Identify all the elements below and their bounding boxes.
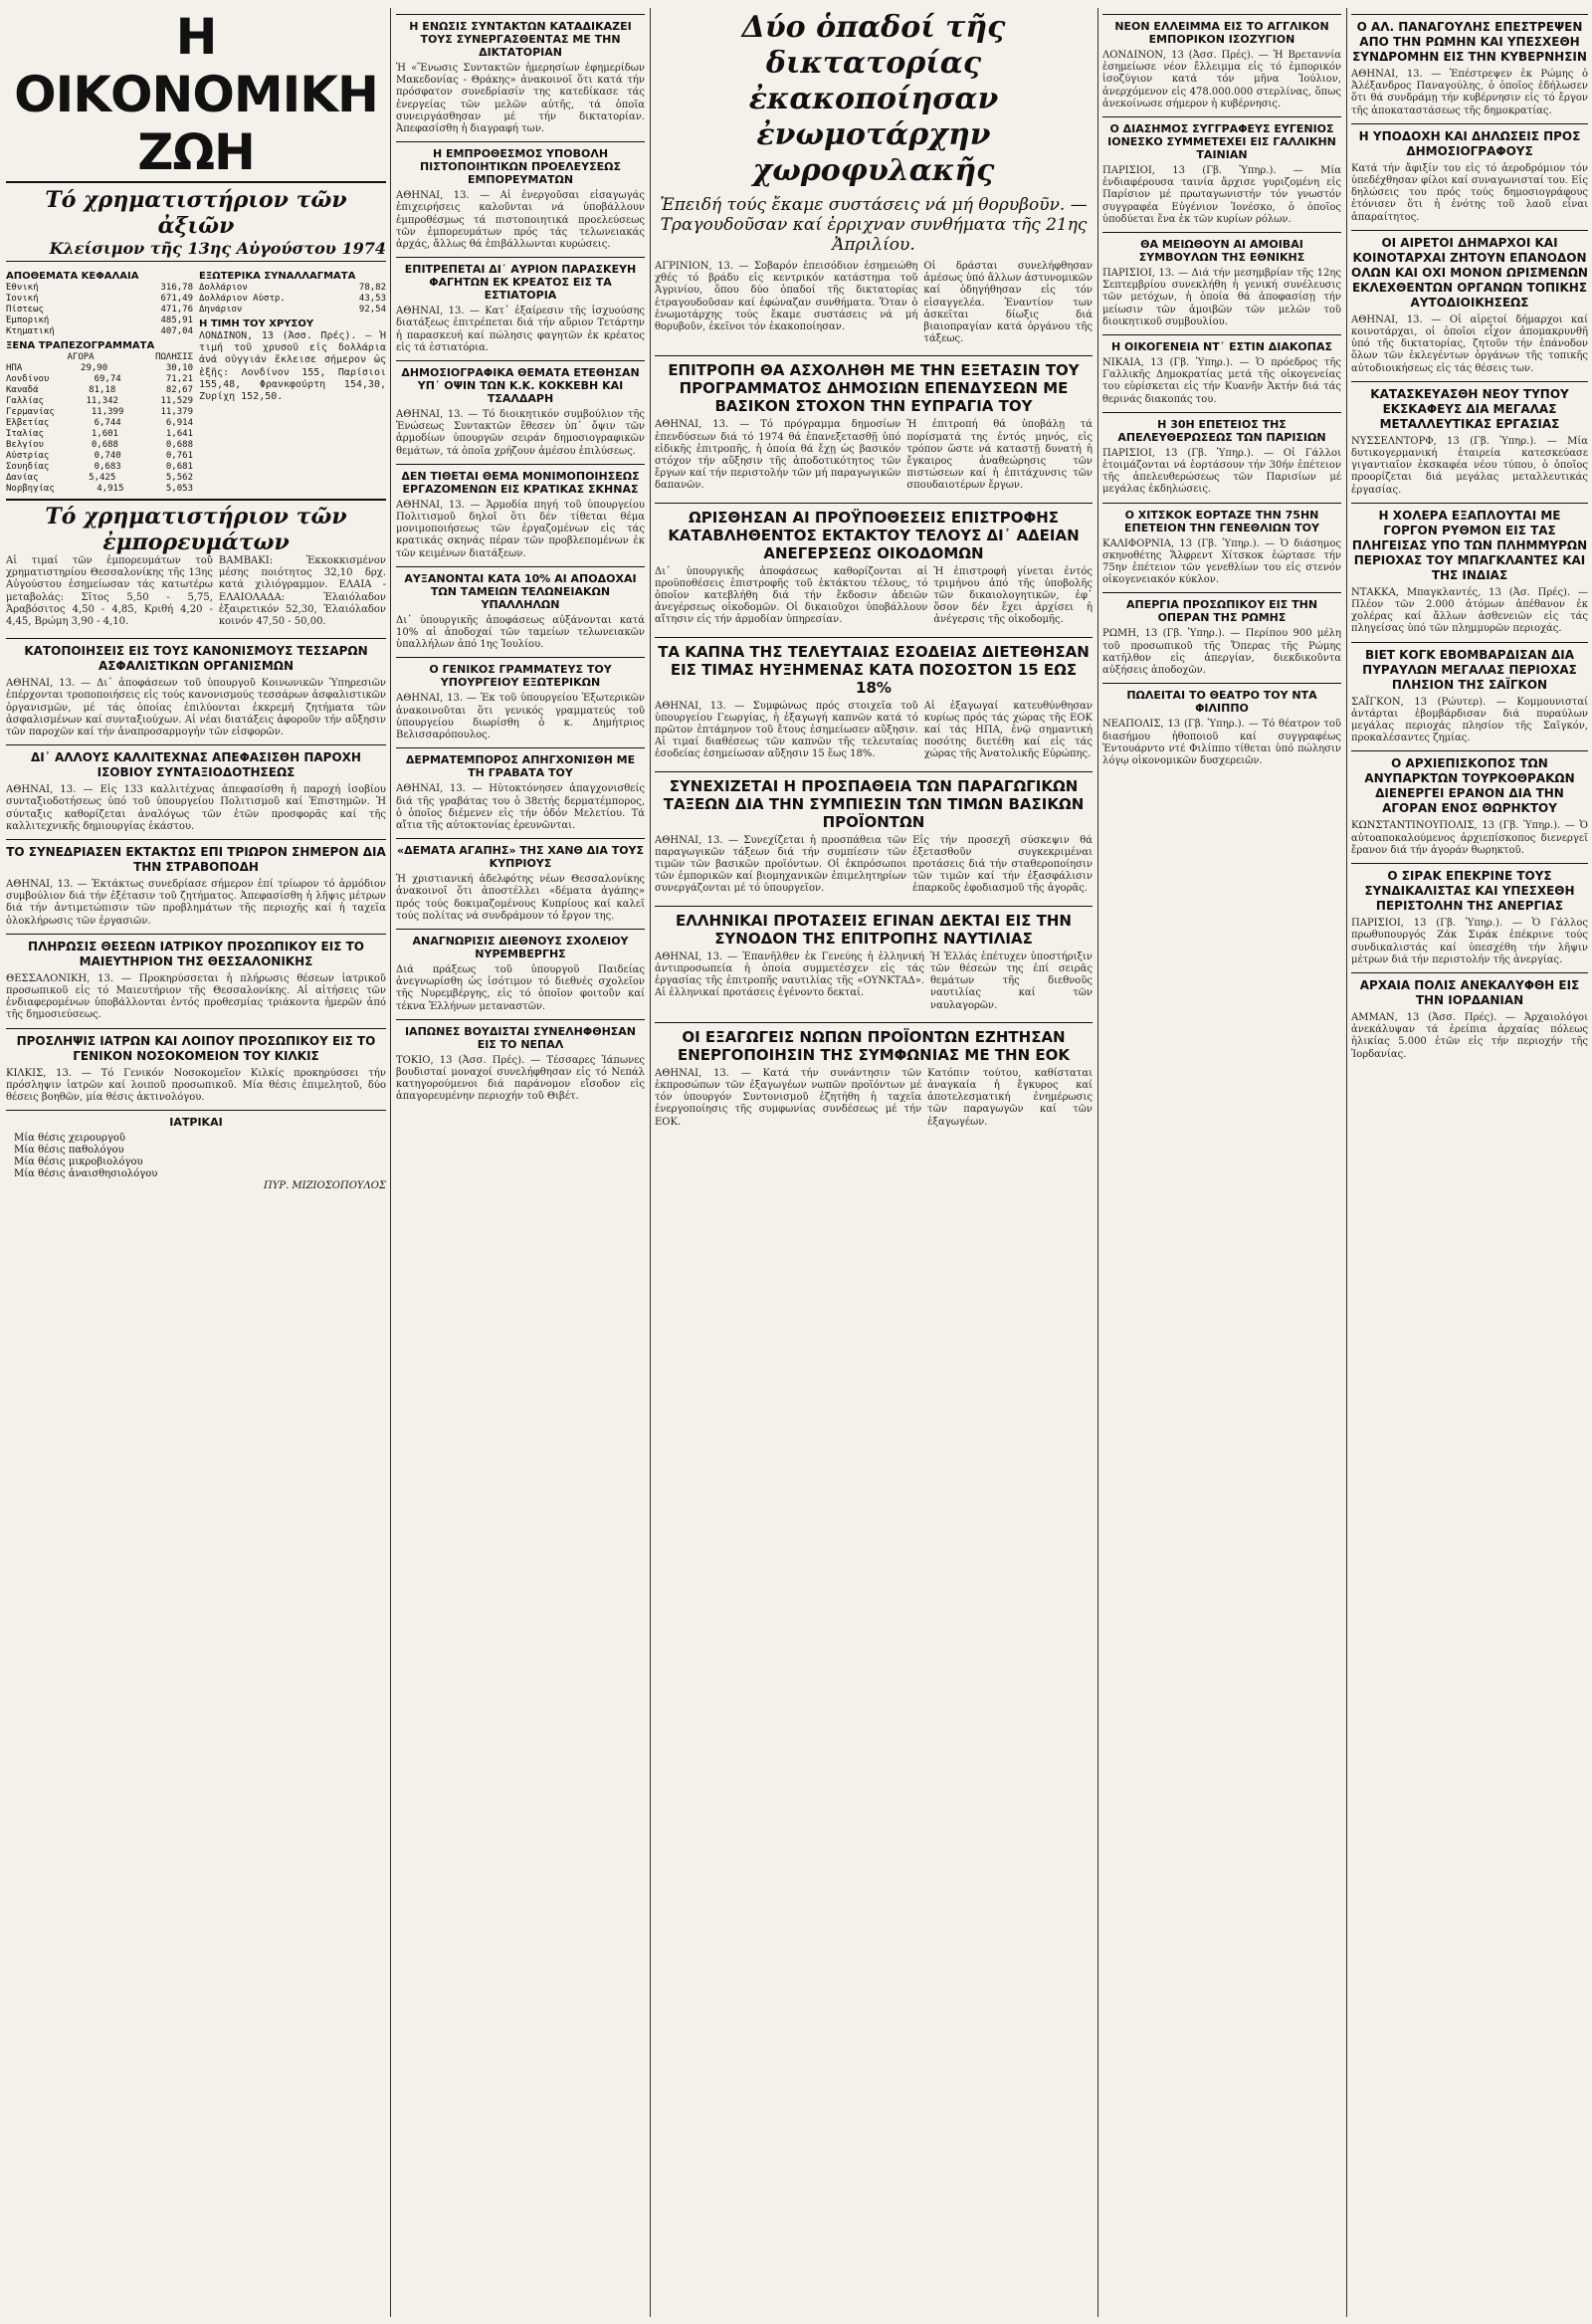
article-headline: ΣΥΝΕΧΙΖΕΤΑΙ Η ΠΡΟΣΠΑΘΕΙΑ ΤΩΝ ΠΑΡΑΓΩΓΙΚΩΝ ΤΑΞΕΩΝ ΔΙΑ ΤΗΝ ΣΥΜΠΙΕΣΙΝ ΤΩΝ ΤΙΜΩΝ ΒΑΣΙΚΩΝ ΠΡΟΪΟΝΤΩΝ bbox=[655, 771, 1093, 831]
column-rule bbox=[650, 8, 651, 2317]
table-row bbox=[6, 429, 193, 440]
article-headline: ΕΠΙΤΡΟΠΗ ΘΑ ΑΣΧΟΛΗΘΗ ΜΕ ΤΗΝ ΕΞΕΤΑΣΙΝ ΤΟΥ ΠΡΟΓΡΑΜΜΑΤΟΣ ΔΗΜΟΣΙΩΝ ΕΠΕΝΔΥΣΕΩΝ ΜΕ ΒΑΣΙΚΟΝ ΣΤΟΧΟΝ ΤΗΝ ΕΥΠΡΑΓΙΑ ΤΟΥ bbox=[655, 355, 1093, 415]
table-cell: Ἐθνική bbox=[6, 283, 39, 293]
article-columns bbox=[655, 1068, 1093, 1133]
article-headline: ΚΑΤΟΠΟΙΗΣΕΙΣ ΕΙΣ ΤΟΥΣ ΚΑΝΟΝΙΣΜΟΥΣ ΤΕΣΣΑΡΩΝ ΑΣΦΑΛΙΣΤΙΚΩΝ ΟΡΓΑΝΙΣΜΩΝ bbox=[6, 638, 386, 674]
table-cell: 0,740 bbox=[94, 451, 121, 461]
table-cell: Δανίας bbox=[6, 473, 39, 483]
article-headline: Ο ΑΛ. ΠΑΝΑΓΟΥΛΗΣ ΕΠΕΣΤΡΕΨΕΝ ΑΠΟ ΤΗΝ ΡΩΜΗΝ ΚΑΙ ΥΠΕΣΧΕΘΗ ΣΥΝΔΡΟΜΗΝ ΕΙΣ ΤΗΝ ΚΥΒΕΡΝΗΣΙΝ bbox=[1351, 14, 1588, 65]
article bbox=[396, 360, 645, 458]
table-cell: 69,74 bbox=[94, 374, 121, 384]
article bbox=[1351, 750, 1588, 857]
table-row bbox=[6, 283, 193, 294]
article bbox=[1351, 14, 1588, 117]
article bbox=[1351, 381, 1588, 497]
table-row bbox=[6, 484, 193, 495]
article bbox=[1102, 683, 1341, 767]
article bbox=[1351, 972, 1588, 1061]
article-body: ΑΘΗΝΑΙ, 13. — Συμφώνως πρός στοιχεῖα τοῦ ὑπουργείου Γεωργίας, ἡ ἐξαγωγή καπνῶν κατά τό πρῶτον ἑπτάμηνον τοῦ ἔτους ἐσημείωσεν αὔξησιν. Αἱ τιμαί διαθέσεως τῶν καπνῶν τῆς τελευταίας ἐσοδείας ἐσημείωσαν αὔξησιν 15 ἕως 18%. bbox=[655, 700, 918, 760]
table-row bbox=[6, 316, 193, 326]
table-cell: 0,688 bbox=[165, 440, 193, 450]
goods-text-a: Αἱ τιμαί τῶν ἐμπορευμάτων τοῦ χρηματιστηρίου Θεσσαλονίκης τῆς 13ης Αὐγούστου ἐσημείωσαν τάς κατωτέρω μεταβολάς: Σῖτος 5,50 - 5,75, Ἀραβόσιτος 4,50 - 4,85, Κριθή 4,20 - 4,45, Βρώμη 3,90 - 4,10. bbox=[6, 555, 213, 628]
article bbox=[1102, 334, 1341, 406]
table-cell: Πίστεως bbox=[6, 305, 44, 315]
article bbox=[6, 744, 386, 833]
article-body: Ἡ «Ἕνωσις Συντακτῶν ἡμερησίων ἐφημερίδων Μακεδονίας - Θράκης» ἀνακοινοῖ ὅτι κατά τήν πρόσφατον συνεδρίασίν της κατεδίκασε τάς ἐνεργείας τῶν μελῶν αὐτῆς, τά ὁποῖα συνειργάσθησαν μέ τήν δικτατορίαν. Ἀπεφασίσθη ἡ διαγραφή των. bbox=[396, 63, 645, 135]
table-cell: 78,82 bbox=[358, 283, 386, 293]
article-headline: Η ΕΜΠΡΟΘΕΣΜΟΣ ΥΠΟΒΟΛΗ ΠΙΣΤΟΠΟΙΗΤΙΚΩΝ ΠΡΟΕΛΕΥΣΕΩΣ ΕΜΠΟΡΕΥΜΑΤΩΝ bbox=[396, 141, 645, 186]
article bbox=[1102, 116, 1341, 226]
article-body: ΑΘΗΝΑΙ, 13. — Τό πρόγραμμα δημοσίων ἐπενδύσεων διά τό 1974 θά ἐπανεξετασθῇ ὑπό εἰδικῆς ἐπιτροπῆς, ἡ ὁποία θά ἔχῃ ὡς βασικόν στόχον τήν αὔξησιν τῆς ἀποδοτικότητος τῶν ἔργων καί τήν περιστολήν τῶν μή παραγωγικῶν δαπανῶν. bbox=[655, 419, 901, 492]
table-cell: Ἐμπορική bbox=[6, 316, 50, 325]
article-body: ΚΙΛΚΙΣ, 13. — Τό Γενικόν Νοσοκομεῖον Κιλκίς προκηρύσσει τήν πρόσληψιν ἰατρῶν καί λοιποῦ προσωπικοῦ. Μία θέσις ἐπιμελητοῦ, δύο θέσεις βοηθῶν, μία θέσις ἀκτινολόγου. bbox=[6, 1067, 386, 1104]
stocks-title: Τό χρηματιστήριον τῶν ἀξιῶν bbox=[45, 187, 347, 239]
article bbox=[396, 464, 645, 560]
table-section-title: ΞΕΝΑ ΤΡΑΠΕΖΟΓΡΑΜΜΑΤΑ bbox=[6, 340, 155, 351]
article-headline: Η ΧΟΛΕΡΑ ΕΞΑΠΛΟΥΤΑΙ ΜΕ ΓΟΡΓΟΝ ΡΥΘΜΟΝ ΕΙΣ ΤΑΣ ΠΛΗΓΕΙΣΑΣ ΥΠΟ ΤΩΝ ΠΛΗΜΜΥΡΩΝ ΠΕΡΙΟΧΑΣ ΤΟΥ ΜΠΑΓΚΛΑΝΤΕΣ ΚΑΙ ΤΗΣ ΙΝΔΙΑΣ bbox=[1351, 503, 1588, 583]
article bbox=[1102, 232, 1341, 328]
table-cell: 43,53 bbox=[358, 294, 386, 304]
article bbox=[396, 257, 645, 354]
article-headline: Ο ΑΡΧΙΕΠΙΣΚΟΠΟΣ ΤΩΝ ΑΝΥΠΑΡΚΤΩΝ ΤΟΥΡΚΟΘΡΑΚΩΝ ΔΙΕΝΕΡΓΕΙ ΕΡΑΝΟΝ ΔΙΑ ΤΗΝ ΑΓΟΡΑΝ ΕΝΟΣ ΘΩΡΗΚΤΟΥ bbox=[1351, 750, 1588, 816]
article-body: ΣΑΪΓΚΟΝ, 13 (Ρώυτερ). — Κομμουνισταί ἀντάρται ἐβομβάρδισαν διά πυραύλων μεγάλας περιοχάς πλησίον τῆς Σαϊγκόν, προκαλέσαντες ζημίας. bbox=[1351, 696, 1588, 744]
article-body: Εἰς τήν προσεχῆ σύσκεψιν θά ἐξετασθοῦν συγκεκριμέναι προτάσεις διά τήν σταθεροποίησιν τῶν τιμῶν καί τήν ἐξασφάλισιν ἐπαρκοῦς ἐφοδιασμοῦ τῆς ἀγορᾶς. bbox=[912, 834, 1093, 895]
list-item: Μία θέσις ἀναισθησιολόγου bbox=[14, 1168, 158, 1180]
table-cell: Γαλλίας bbox=[6, 396, 44, 406]
article-headline: ΔΙ᾿ ΑΛΛΟΥΣ ΚΑΛΛΙΤΕΧΝΑΣ ΑΠΕΦΑΣΙΣΘΗ ΠΑΡΟΧΗ ΙΣΟΒΙΟΥ ΣΥΝΤΑΞΙΟΔΟΤΗΣΕΩΣ bbox=[6, 744, 386, 780]
table-cell: 0,681 bbox=[165, 462, 193, 472]
table-cell: 471,76 bbox=[160, 305, 193, 315]
article-columns bbox=[655, 835, 1093, 900]
article-body: ΑΘΗΝΑΙ, 13. — Αἱ ἐνεργοῦσαι εἰσαγωγάς ἐπιχειρήσεις καλοῦνται νά ὑποβάλλουν ἐμπροθέσμως τά πιστοποιητικά προελεύσεως τῶν ἐμπορευμάτων πρός τάς τελωνειακάς ἀρχάς, ἄλλως θά ἐπιβάλλωνται κυρώσεις. bbox=[396, 190, 645, 251]
article-body: ΑΘΗΝΑΙ, 13. — Συνεχίζεται ἡ προσπάθεια τῶν παραγωγικῶν τάξεων διά τήν συμπίεσιν τῶν τιμῶν τῶν βασικῶν προϊόντων. Οἱ ἐκπρόσωποι τῶν ἐμπορικῶν καί βιομηχανικῶν ἐπιμελητηρίων συνεργάζονται μέ τό ὑπουργεῖον. bbox=[655, 834, 907, 895]
article-headline: ΑΡΧΑΙΑ ΠΟΛΙΣ ΑΝΕΚΑΛΥΦΘΗ ΕΙΣ ΤΗΝ ΙΟΡΔΑΝΙΑΝ bbox=[1351, 972, 1588, 1008]
article-body: Κατόπιν τούτου, καθίσταται ἀναγκαία ἡ ἔγκυρος καί ἀποτελεσματική ἐνημέρωσις τῶν παραγωγῶν καί τῶν ἐξαγωγέων. bbox=[927, 1067, 1093, 1128]
article-body: Ἡ Ἑλλάς ἐπέτυχεν ὑποστήριξιν τῶν θέσεών της ἐπί σειρᾶς θεμάτων τῆς διεθνοῦς ναυτιλίας καί τῶν ναυλαγορῶν. bbox=[930, 951, 1093, 1011]
article bbox=[655, 1022, 1093, 1133]
article bbox=[655, 503, 1093, 631]
article-body: ΠΑΡΙΣΙΟΙ, 13 (Γβ. Ὑπηρ.). — Ὁ Γάλλος πρωθυπουργός Ζάκ Σιράκ ἐπέκρινε τούς συνδικαλιστάς καί ὑπεσχέθη τήν λῆψιν μέτρων διά τήν περιστολήν τῆς ἀνεργίας. bbox=[1351, 918, 1588, 965]
table-cell: Λονδίνου bbox=[6, 374, 50, 384]
column-2 bbox=[396, 8, 645, 2317]
article bbox=[1351, 503, 1588, 636]
article bbox=[396, 747, 645, 832]
article bbox=[1102, 503, 1341, 587]
article-headline: ΩΡΙΣΘΗΣΑΝ ΑΙ ΠΡΟΫΠΟΘΕΣΕΙΣ ΕΠΙΣΤΡΟΦΗΣ ΚΑΤΑΒΛΗΘΕΝΤΟΣ ΕΚΤΑΚΤΟΥ ΤΕΛΟΥΣ ΔΙ᾿ ΑΔΕΙΑΝ ΑΝΕΓΕΡΣΕΩΣ ΟΙΚΟΔΟΜΩΝ bbox=[655, 503, 1093, 562]
article-body: ΚΩΝΣΤΑΝΤΙΝΟΥΠΟΛΙΣ, 13 (Γβ. Ὑπηρ.). — Ὁ αὐτοαποκαλούμενος ἀρχιεπίσκοπος διενεργεῖ ἔρανον διά τήν ἀγοράν θωρηκτοῦ. bbox=[1351, 820, 1588, 856]
article bbox=[396, 141, 645, 251]
article-headline: ΤΑ ΚΑΠΝΑ ΤΗΣ ΤΕΛΕΥΤΑΙΑΣ ΕΣΟΔΕΙΑΣ ΔΙΕΤΕΘΗΣΑΝ ΕΙΣ ΤΙΜΑΣ ΗΥΞΗΜΕΝΑΣ ΚΑΤΑ ΠΟΣΟΣΤΟΝ 15 ΕΩΣ 18% bbox=[655, 637, 1093, 697]
table-cell: 11,342 bbox=[86, 396, 118, 406]
table-cell: 485,91 bbox=[160, 316, 193, 325]
article-body: Δι᾿ ὑπουργικῆς ἀποφάσεως καθορίζονται αἱ προϋποθέσεις ἐπιστροφῆς τοῦ ἐκτάκτου τέλους, τό ὁποῖον κατεβλήθη διά τήν ἔκδοσιν ἀδειῶν ἀνεγέρσεως οἰκοδομῶν. Οἱ δικαιοῦχοι ὑποβάλλουν αἴτησιν εἰς τήν ἁρμοδίαν ὑπηρεσίαν. bbox=[655, 565, 928, 626]
column-3 bbox=[655, 8, 1093, 2317]
table-row bbox=[6, 385, 193, 396]
article-columns bbox=[655, 419, 1093, 496]
table-row bbox=[6, 305, 193, 316]
table-section-title: ΑΠΟΘΕΜΑΤΑ ΚΕΦΑΛΑΙΑ bbox=[6, 271, 139, 282]
goods-section bbox=[6, 555, 386, 632]
column-5 bbox=[1351, 8, 1588, 2317]
masthead: Η ΟΙΚΟΝΟΜΙΚΗ ΖΩΗ bbox=[6, 8, 386, 183]
table-cell: 29,90 bbox=[81, 363, 108, 373]
article-headline: ΝΕΟΝ ΕΛΛΕΙΜΜΑ ΕΙΣ ΤΟ ΑΓΓΛΙΚΟΝ ΕΜΠΟΡΙΚΟΝ ΙΣΟΖΥΓΙΟΝ bbox=[1102, 14, 1341, 46]
article bbox=[1351, 642, 1588, 745]
table-row bbox=[6, 418, 193, 429]
table-header: ΑΓΟΡΑ ΠΩΛΗΣΙΣ bbox=[67, 352, 193, 362]
table-cell: 4,915 bbox=[97, 484, 124, 494]
article-headline: ΠΛΗΡΩΣΙΣ ΘΕΣΕΩΝ ΙΑΤΡΙΚΟΥ ΠΡΟΣΩΠΙΚΟΥ ΕΙΣ ΤΟ ΜΑΙΕΥΤΗΡΙΟΝ ΤΗΣ ΘΕΣΣΑΛΟΝΙΚΗΣ bbox=[6, 934, 386, 969]
article-body: ΠΑΡΙΣΙΟΙ, 13 (Γβ. Ὑπηρ.). — Μία ἐνδιαφέρουσα ταινία ἄρχισε γυριζομένη εἰς Παρίσιον μέ πρωταγωνιστήν τόν γνωστόν συγγραφέα Εὐγένιον Ἰονέσκο, ὁ ὁποῖος ὑποδύεται ἕνα ἐκ τῶν κυρίων ρόλων. bbox=[1102, 165, 1341, 225]
table-cell: 1,601 bbox=[91, 429, 118, 439]
table-row bbox=[6, 374, 193, 385]
article-body: ΝΙΚΑΙΑ, 13 (Γβ. Ὑπηρ.). — Ὁ πρόεδρος τῆς Γαλλικῆς Δημοκρατίας μετά τῆς οἰκογενείας του εὑρίσκεται εἰς τήν Κυανῆν Ἀκτήν διά τάς θερινάς διακοπάς του. bbox=[1102, 357, 1341, 405]
article-headline: ΑΥΞΑΝΟΝΤΑΙ ΚΑΤΑ 10% ΑΙ ΑΠΟΔΟΧΑΙ ΤΩΝ ΤΑΜΕΙΩΝ ΤΕΛΩΝΕΙΑΚΩΝ ΥΠΑΛΛΗΛΩΝ bbox=[396, 566, 645, 611]
goods-text-b: ΒΑΜΒΑΚΙ: Ἐκκοκκισμένον μέσης ποιότητος 32,10 δρχ. κατά χιλιόγραμμον. ΕΛΑΙΑ - ΕΛΑΙΟΛΑΔΑ: Ἐλαιόλαδον ἐξαιρετικόν 52,30, Ἐλαιόλαδον κοινόν 47,50 - 50,00. bbox=[218, 555, 386, 628]
goods-title: Τό χρηματιστήριον τῶν ἐμπορευμάτων bbox=[6, 499, 386, 555]
table-row bbox=[6, 396, 193, 407]
table-cell: 92,54 bbox=[358, 305, 386, 315]
list-item: Μία θέσις παθολόγου bbox=[14, 1145, 124, 1157]
article bbox=[396, 657, 645, 741]
article-body: Ἡ χριστιανική ἀδελφότης νέων Θεσσαλονίκης ἀνακοινοῖ ὅτι ἀποστέλλει «δέματα ἀγάπης» πρός τούς δοκιμαζομένους Κυπρίους καί καλεῖ τούς πολίτας νά συνδράμουν τό ἔργον της. bbox=[396, 874, 645, 922]
article bbox=[655, 355, 1093, 496]
article-columns bbox=[655, 951, 1093, 1016]
article bbox=[396, 566, 645, 652]
stocks-date: Κλείσιμον τῆς 13ης Αὐγούστου 1974 bbox=[6, 239, 386, 262]
table-row bbox=[6, 451, 193, 462]
table-cell: 671,49 bbox=[160, 294, 193, 304]
table-cell: Βελγίου bbox=[6, 440, 44, 450]
stocks-right-table bbox=[199, 268, 386, 495]
article-headline: ΠΩΛΕΙΤΑΙ ΤΟ ΘΕΑΤΡΟ ΤΟΥ ΝΤΑ ΦΙΛΙΠΠΟ bbox=[1102, 683, 1341, 715]
article-headline: ΔΕΡΜΑΤΕΜΠΟΡΟΣ ΑΠΗΓΧΟΝΙΣΘΗ ΜΕ ΤΗ ΓΡΑΒΑΤΑ ΤΟΥ bbox=[396, 747, 645, 779]
article-headline: Ο ΧΙΤΣΚΟΚ ΕΟΡΤΑΖΕ ΤΗΝ 75ΗΝ ΕΠΕΤΕΙΟΝ ΤΗΝ ΓΕΝΕΘΛΙΩΝ ΤΟΥ bbox=[1102, 503, 1341, 534]
article-body: Αἱ ἐξαγωγαί κατευθύνθησαν κυρίως πρός τάς χώρας τῆς ΕΟΚ καί τάς ΗΠΑ, ἐνῷ σημαντική ποσότης διετέθη καί εἰς τάς χώρας τῆς Ἀνατολικῆς Εὐρώπης. bbox=[923, 700, 1093, 760]
positions-list bbox=[6, 1133, 386, 1180]
article-body: ΝΕΑΠΟΛΙΣ, 13 (Γβ. Ὑπηρ.). — Τό θέατρον τοῦ διασήμου ἠθοποιοῦ καί συγγραφέως Ἐντουάρντο ντέ Φιλίππο τίθεται ὑπό πώλησιν λόγῳ οἰκονομικῶν δυσχερειῶν. bbox=[1102, 719, 1341, 766]
article-body: ΝΥΣΣΕΛΝΤΟΡΦ, 13 (Γβ. Ὑπηρ.). — Μία δυτικογερμανική ἑταιρεία κατεσκεύασε γιγαντιαῖον ἐκσκαφέα νέου τύπου, ὁ ὁποῖος προορίζεται διά μεγάλας μεταλλευτικάς ἐργασίας. bbox=[1351, 435, 1588, 496]
article-headline: ΒΙΕΤ ΚΟΓΚ ΕΒΟΜΒΑΡΔΙΣΑΝ ΔΙΑ ΠΥΡΑΥΛΩΝ ΜΕΓΑΛΑΣ ΠΕΡΙΟΧΑΣ ΠΛΗΣΙΟΝ ΤΗΣ ΣΑΪΓΚΟΝ bbox=[1351, 642, 1588, 693]
table-cell: ΗΠΑ bbox=[6, 363, 23, 373]
table-cell: Ἑλβετίας bbox=[6, 418, 50, 428]
table-row bbox=[6, 294, 193, 305]
table-cell: Δηνάριον bbox=[199, 305, 243, 315]
article bbox=[1102, 592, 1341, 677]
table-cell: Δολλάριον bbox=[199, 283, 248, 293]
article-headline: ΚΑΤΑΣΚΕΥΑΣΘΗ ΝΕΟΥ ΤΥΠΟΥ ΕΚΣΚΑΦΕΥΣ ΔΙΑ ΜΕΓΑΛΑΣ ΜΕΤΑΛΛΕΥΤΙΚΑΣ ΕΡΓΑΣΙΑΣ bbox=[1351, 381, 1588, 432]
table-cell: Γερμανίας bbox=[6, 407, 55, 417]
table-cell: 71,21 bbox=[165, 374, 193, 384]
article bbox=[1351, 230, 1588, 375]
column-rule bbox=[1097, 8, 1098, 2317]
stocks-tables bbox=[6, 268, 386, 499]
article bbox=[1351, 123, 1588, 224]
table-row bbox=[6, 462, 193, 473]
article-headline: «ΔΕΜΑΤΑ ΑΓΑΠΗΣ» ΤΗΣ ΧΑΝΘ ΔΙΑ ΤΟΥΣ ΚΥΠΡΙΟΥΣ bbox=[396, 838, 645, 870]
table-row bbox=[6, 473, 193, 484]
article-headline: ΟΙ ΑΙΡΕΤΟΙ ΔΗΜΑΡΧΟΙ ΚΑΙ ΚΟΙΝΟΤΑΡΧΑΙ ΖΗΤΟΥΝ ΕΠΑΝΟΔΟΝ ΟΛΩΝ ΚΑΙ ΟΧΙ ΜΟΝΟΝ ΩΡΙΣΜΕΝΩΝ ΕΚΛΕΧΘΕΝΤΩΝ ΟΡΓΑΝΩΝ ΤΟΠΙΚΗΣ ΑΥΤΟΔΙΟΙΚΗΣΕΩΣ bbox=[1351, 230, 1588, 311]
list-title: ΙΑΤΡΙΚΑΙ bbox=[6, 1110, 386, 1129]
article-body: ΑΘΗΝΑΙ, 13. — Ἐπανῆλθεν ἐκ Γενεύης ἡ ἑλληνική ἀντιπροσωπεία ἡ ὁποία συμμετέσχεν εἰς τάς ἐργασίας τῆς ἐπιτροπῆς ναυτιλίας τῆς «ΟΥΝΚΤΑΔ». Αἱ ἑλληνικαί προτάσεις ἐγένοντο δεκταί. bbox=[655, 951, 924, 999]
article-body: ΑΘΗΝΑΙ, 13. — Οἱ αἱρετοί δήμαρχοι καί κοινοτάρχαι, οἱ ὁποῖοι εἶχον ἀπομακρυνθῆ ὑπό τῆς δικτατορίας, ζητοῦν τήν ἐπάνοδον ὅλων τῶν ἐκλεγέντων ὀργάνων τῆς τοπικῆς αὐτοδιοικήσεως εἰς τάς θέσεις των. bbox=[1351, 314, 1588, 374]
stocks-left-table bbox=[6, 268, 193, 495]
article bbox=[6, 934, 386, 1022]
column-4 bbox=[1102, 8, 1341, 2317]
article-headline: ΟΙ ΕΞΑΓΩΓΕΙΣ ΝΩΠΩΝ ΠΡΟΪΟΝΤΩΝ ΕΖΗΤΗΣΑΝ ΕΝΕΡΓΟΠΟΙΗΣΙΝ ΤΗΣ ΣΥΜΦΩΝΙΑΣ ΜΕ ΤΗΝ ΕΟΚ bbox=[655, 1022, 1093, 1064]
table-cell: 6,914 bbox=[165, 418, 193, 428]
table-cell: 81,18 bbox=[89, 385, 116, 395]
table-cell: 0,761 bbox=[165, 451, 193, 461]
table-cell: 6,744 bbox=[94, 418, 121, 428]
article-headline: ΕΛΛΗΝΙΚΑΙ ΠΡΟΤΑΣΕΙΣ ΕΓΙΝΑΝ ΔΕΚΤΑΙ ΕΙΣ ΤΗΝ ΣΥΝΟΔΟΝ ΤΗΣ ΕΠΙΤΡΟΠΗΣ ΝΑΥΤΙΛΙΑΣ bbox=[655, 906, 1093, 948]
article-headline: ΘΑ ΜΕΙΩΘΟΥΝ ΑΙ ΑΜΟΙΒΑΙ ΣΥΜΒΟΥΛΩΝ ΤΗΣ ΕΘΝΙΚΗΣ bbox=[1102, 232, 1341, 264]
table-cell: 82,67 bbox=[165, 385, 193, 395]
article-body: Κατά τήν ἄφιξίν του εἰς τό ἀεροδρόμιον τόν ὑπεδέχθησαν φίλοι καί συναγωνισταί του. Εἰς δηλώσεις του πρός τούς δημοσιογράφους ἐτόνισεν ὅτι ἡ ἐνότης τοῦ λαοῦ εἶναι ἀπαραίτητος. bbox=[1351, 162, 1588, 223]
article bbox=[6, 1028, 386, 1105]
article bbox=[655, 906, 1093, 1016]
article-body: ΑΘΗΝΑΙ, 13. — Κατά τήν συνάντησιν τῶν ἐκπροσώπων τῶν ἐξαγωγέων νωπῶν προϊόντων μέ τόν ὑπουργόν Συντονισμοῦ ἐζητήθη ἡ ταχεῖα ἐνεργοποίησις τῆς συμφωνίας συνδέσεως μέ τήν ΕΟΚ. bbox=[655, 1067, 922, 1128]
feature-text-b: Οἱ δράσται συνελήφθησαν ἀμέσως ὑπό ἄλλων ἀστυνομικῶν καί ὁδηγήθησαν εἰς τόν εἰσαγγελέα. Ἐναντίον των ἀσκεῖται δίωξις διά βιαιοπραγίαν κατά ὀργάνου τῆς τάξεως. bbox=[923, 261, 1093, 345]
article bbox=[1351, 863, 1588, 966]
table-cell: 11,399 bbox=[91, 407, 124, 417]
article bbox=[396, 838, 645, 923]
signature: ΠΥΡ. ΜΙΖΙΟΣΟΠΟΥΛΟΣ bbox=[264, 1180, 386, 1192]
article-headline: ΑΠΕΡΓΙΑ ΠΡΟΣΩΠΙΚΟΥ ΕΙΣ ΤΗΝ ΟΠΕΡΑΝ ΤΗΣ ΡΩΜΗΣ bbox=[1102, 592, 1341, 624]
article-headline: Ο ΔΙΑΣΗΜΟΣ ΣΥΓΓΡΑΦΕΥΣ ΕΥΓΕΝΙΟΣ ΙΟΝΕΣΚΟ ΣΥΜΜΕΤΕΧΕΙ ΕΙΣ ΓΑΛΛΙΚΗΝ ΤΑΙΝΙΑΝ bbox=[1102, 116, 1341, 161]
table-cell: Ἰταλίας bbox=[6, 429, 44, 439]
article bbox=[6, 839, 386, 928]
table-cell: Ἰονική bbox=[6, 294, 39, 304]
article-body: Διά πράξεως τοῦ ὑπουργοῦ Παιδείας ἀνεγνωρίσθη ὡς ἰσότιμον τό διεθνές σχολεῖον τῆς Νυρεμβέργης, εἰς τό ὁποῖον φοιτοῦν καί τέκνα Ἑλλήνων μεταναστῶν. bbox=[396, 963, 645, 1012]
table-cell: Δολλάριον Αὐστρ. bbox=[199, 294, 286, 304]
article-headline: Ο ΓΕΝΙΚΟΣ ΓΡΑΜΜΑΤΕΥΣ ΤΟΥ ΥΠΟΥΡΓΕΙΟΥ ΕΞΩΤΕΡΙΚΩΝ bbox=[396, 657, 645, 689]
article-body: ΑΘΗΝΑΙ, 13. — Κατ᾿ ἐξαίρεσιν τῆς ἰσχυούσης διατάξεως ἐπιτρέπεται διά τήν αὔριον Τετάρτην ἡ παρασκευή καί πώλησις φαγητῶν ἐκ κρέατος εἰς τά ἑστιατόρια. bbox=[396, 306, 645, 353]
article-headline: Η ΕΝΩΣΙΣ ΣΥΝΤΑΚΤΩΝ ΚΑΤΑΔΙΚΑΖΕΙ ΤΟΥΣ ΣΥΝΕΡΓΑΣΘΕΝΤΑΣ ΜΕ ΤΗΝ ΔΙΚΤΑΤΟΡΙΑΝ bbox=[396, 14, 645, 59]
table-row bbox=[199, 305, 386, 316]
table-cell: 316,78 bbox=[160, 283, 193, 293]
column-rule bbox=[390, 8, 391, 2317]
article-body: ΑΘΗΝΑΙ, 13. — Ἐκ τοῦ ὑπουργείου Ἐξωτερικῶν ἀνακοινοῦται ὅτι γενικός γραμματεύς τοῦ ὑπουργείου διωρίσθη ὁ κ. Δημήτριος Βελισσαρόπουλος. bbox=[396, 693, 645, 741]
table-cell: 0,683 bbox=[94, 462, 121, 472]
article-body: ΠΑΡΙΣΙΟΙ, 13 (Γβ. Ὑπηρ.). — Οἱ Γάλλοι ἑτοιμάζονται νά ἑορτάσουν τήν 30ήν ἐπέτειον τῆς ἀπελευθερώσεως τῶν Παρισίων μέ μεγάλας ἐκδηλώσεις. bbox=[1102, 447, 1341, 496]
table-cell: 0,688 bbox=[91, 440, 118, 450]
article-columns bbox=[655, 566, 1093, 631]
column-rule bbox=[1346, 8, 1347, 2317]
article bbox=[1102, 412, 1341, 497]
article-body: ΑΘΗΝΑΙ, 13. — Ἐπέστρεψεν ἐκ Ρώμης ὁ Ἀλέξανδρος Παναγούλης, ὁ ὁποῖος ἐδήλωσεν ὅτι θά συνδράμῃ τήν κυβέρνησιν εἰς τό ἔργον τῆς ἀποκαταστάσεως τῆς δημοκρατίας. bbox=[1351, 69, 1588, 116]
article-headline: Ο ΣΙΡΑΚ ΕΠΕΚΡΙΝΕ ΤΟΥΣ ΣΥΝΔΙΚΑΛΙΣΤΑΣ ΚΑΙ ΥΠΕΣΧΕΘΗ ΠΕΡΙΣΤΟΛΗΝ ΤΗΣ ΑΝΕΡΓΙΑΣ bbox=[1351, 863, 1588, 914]
table-cell: 30,10 bbox=[165, 363, 193, 373]
article bbox=[1102, 14, 1341, 110]
gold-title: Η ΤΙΜΗ ΤΟΥ ΧΡΥΣΟΥ bbox=[199, 318, 314, 329]
table-cell: Σουηδίας bbox=[6, 462, 50, 472]
table-cell: 1,641 bbox=[165, 429, 193, 439]
article bbox=[6, 638, 386, 739]
table-cell: 407,04 bbox=[160, 326, 193, 336]
article-headline: Η 30Η ΕΠΕΤΕΙΟΣ ΤΗΣ ΑΠΕΛΕΥΘΕΡΩΣΕΩΣ ΤΩΝ ΠΑΡΙΣΙΩΝ bbox=[1102, 412, 1341, 444]
article-body: ΑΘΗΝΑΙ, 13. — Εἰς 133 καλλιτέχνας ἀπεφασίσθη ἡ παροχή ἰσοβίου συνταξιοδοτήσεως ὑπό τοῦ ὑπουργείου Πολιτισμοῦ καί Ἐπιστημῶν. Ἡ σύνταξις καθορίζεται ἀναλόγως τῶν ἐτῶν προσφορᾶς καί τῆς καλλιτεχνικῆς δημιουργίας ἑκάστου. bbox=[6, 784, 386, 832]
table-row bbox=[6, 363, 193, 374]
table-row bbox=[6, 407, 193, 418]
table-cell: 5,053 bbox=[165, 484, 193, 494]
article-body: ΑΜΜΑΝ, 13 (Ἀσσ. Πρές). — Ἀρχαιολόγοι ἀνεκάλυψαν τά ἐρείπια ἀρχαίας πόλεως ἡλικίας 5.000 ἐτῶν εἰς τήν περιοχήν τῆς Ἰορδανίας. bbox=[1351, 1011, 1588, 1060]
article-headline: ΠΡΟΣΛΗΨΙΣ ΙΑΤΡΩΝ ΚΑΙ ΛΟΙΠΟΥ ΠΡΟΣΩΠΙΚΟΥ ΕΙΣ ΤΟ ΓΕΝΙΚΟΝ ΝΟΣΟΚΟΜΕΙΟΝ ΤΟΥ ΚΙΛΚΙΣ bbox=[6, 1028, 386, 1064]
article-headline: Η ΟΙΚΟΓΕΝΕΙΑ ΝΤ᾿ ΕΣΤΙΝ ΔΙΑΚΟΠΑΣ bbox=[1102, 334, 1341, 353]
article-headline: ΤΟ ΣΥΝΕΔΡΙΑΣΕΝ ΕΚΤΑΚΤΩΣ ΕΠΙ ΤΡΙΩΡΟΝ ΣΗΜΕΡΟΝ ΔΙΑ ΤΗΝ ΣΤΡΑΒΟΠΟΔΗ bbox=[6, 839, 386, 875]
article-body: ΚΑΛΙΦΟΡΝΙΑ, 13 (Γβ. Ὑπηρ.). — Ὁ διάσημος σκηνοθέτης Ἄλφρεντ Χίτσκοκ ἑώρτασε τήν 75ην ἐπέτειον τῶν γενεθλίων του εἰς στενόν οἰκογενειακόν κύκλον. bbox=[1102, 537, 1341, 586]
table-cell: 5,425 bbox=[89, 473, 116, 483]
article bbox=[655, 771, 1093, 900]
article bbox=[396, 14, 645, 135]
table-cell: 11,379 bbox=[160, 407, 193, 417]
article-headline: ΔΗΜΟΣΙΟΓΡΑΦΙΚΑ ΘΕΜΑΤΑ ΕΤΕΘΗΣΑΝ ΥΠ᾿ ΟΨΙΝ ΤΩΝ Κ.Κ. ΚΟΚΚΕΒΗ ΚΑΙ ΤΣΑΛΔΑΡΗ bbox=[396, 360, 645, 405]
article-body: ΑΘΗΝΑΙ, 13. — Ηὑτοκτόνησεν ἀπαγχονισθείς διά τῆς γραβάτας του ὁ 38ετής δερματέμπορος, ὁ ὁποῖος διέμενεν εἰς τήν ὁδόν Μελετίου. Τά αἴτια τῆς αὐτοκτονίας ἐρευνῶνται. bbox=[396, 783, 645, 831]
table-row bbox=[6, 326, 193, 337]
article bbox=[396, 929, 645, 1013]
feature-headline: Δύο ὁπαδοί τῆς δικτατορίας ἐκακοποίησαν ἐνωμοτάρχην χωροφυλακῆς bbox=[741, 10, 1006, 188]
feature-text-a: ΑΓΡΙΝΙΟΝ, 13. — Σοβαρόν ἐπεισόδιον ἐσημειώθη χθές τό βράδυ εἰς κεντρικόν κατάστημα τοῦ Ἀγρινίου, ὅπου δύο ὁπαδοί τῆς δικτατορίας ἐτραγουδοῦσαν καί ἐφώναζαν συνθήματα. Ὅταν ὁ ἐνωμοτάρχης τούς ἔκαμε συστάσεις νά μή θορυβοῦν, ἐκεῖνοι τόν ἐκακοποίησαν. bbox=[655, 261, 918, 333]
article-headline: ΙΑΠΩΝΕΣ ΒΟΥΔΙΣΤΑΙ ΣΥΝΕΛΗΦΘΗΣΑΝ ΕΙΣ ΤΟ ΝΕΠΑΛ bbox=[396, 1019, 645, 1051]
table-cell: Αὐστρίας bbox=[6, 451, 50, 461]
article-body: Δι᾿ ὑπουργικῆς ἀποφάσεως αὐξάνονται κατά 10% αἱ ἀποδοχαί τῶν ταμείων τελωνειακῶν ὑπαλλήλων ἀπό 1ης Ἰουλίου. bbox=[396, 614, 645, 651]
table-cell: Νορβηγίας bbox=[6, 484, 55, 494]
article-body: ΑΘΗΝΑΙ, 13. — Δι᾿ ἀποφάσεων τοῦ ὑπουργοῦ Κοινωνικῶν Ὑπηρεσιῶν ἐπέρχονται τροποποιήσεις εἰς τούς κανονισμούς τεσσάρων ἀσφαλιστικῶν ὀργανισμῶν, μέ τάς ὁποίας ἐπιλύονται ἐκκρεμή ζητήματα τῶν ἀσφαλισμένων καί συνταξιούχων. Αἱ νέαι διατάξεις ἀφοροῦν τήν αὔξησιν τῶν παροχῶν καί τήν ἀναπροσαρμογήν τῶν εἰσφορῶν. bbox=[6, 678, 386, 739]
table-section-title: ΕΞΩΤΕΡΙΚΑ ΣΥΝΑΛΛΑΓΜΑΤΑ bbox=[199, 271, 356, 282]
article-body: ΑΘΗΝΑΙ, 13. — Ἁρμοδία πηγή τοῦ ὑπουργείου Πολιτισμοῦ δηλοῖ ὅτι δέν τίθεται θέμα μονιμοποιήσεως τῶν ἐργαζομένων εἰς τάς κρατικάς σκηνάς πέραν τῶν προβλεπομένων ἐκ τῶν κειμένων διατάξεων. bbox=[396, 499, 645, 559]
list-item: Μία θέσις μικροβιολόγου bbox=[14, 1157, 143, 1168]
table-cell: Καναδά bbox=[6, 385, 39, 395]
table-row bbox=[199, 283, 386, 294]
table-row bbox=[199, 294, 386, 305]
article-headline: ΔΕΝ ΤΙΘΕΤΑΙ ΘΕΜΑ ΜΟΝΙΜΟΠΟΙΗΣΕΩΣ ΕΡΓΑΖΟΜΕΝΩΝ ΕΙΣ ΚΡΑΤΙΚΑΣ ΣΚΗΝΑΣ bbox=[396, 464, 645, 496]
article-body: ΤΟΚΙΟ, 13 (Ἀσσ. Πρές). — Τέσσαρες Ἰάπωνες βουδισταί μοναχοί συνελήφθησαν εἰς τό Νεπάλ κατηγορούμενοι διά παράνομον εἴσοδον εἰς ἀπαγορευμένην περιοχήν τοῦ Θιβέτ. bbox=[396, 1054, 645, 1103]
gold-text: ΛΟΝΔΙΝΟΝ, 13 (Ἀσσ. Πρές). — Ἡ τιμή τοῦ χρυσοῦ εἰς δολλάρια ἀνά οὐγγιάν ἔκλεισε σήμερον ὡς ἑξῆς: Λονδίνον 155, Παρίσιοι 155,48, Φρανκφούρτη 154,30, Ζυρίχη 152,50. bbox=[199, 330, 386, 403]
article-body: Ἡ ἐπιτροπή θά ὑποβάλῃ τά πορίσματά της ἐντός μηνός, εἰς τρόπον ὥστε νά καταστῇ δυνατή ἡ ἔγκαιρος ἀναθεώρησις τῶν πιστώσεων καί ἡ ἐπιτάχυνσις τῶν σπουδαιοτέρων ἔργων. bbox=[906, 419, 1093, 492]
list-item: Μία θέσις χειρουργοῦ bbox=[14, 1133, 125, 1145]
article-body: ΘΕΣΣΑΛΟΝΙΚΗ, 13. — Προκηρύσσεται ἡ πλήρωσις θέσεων ἰατρικοῦ προσωπικοῦ εἰς τό Μαιευτήριον τῆς Θεσσαλονίκης. Αἱ αἰτήσεις τῶν ἐνδιαφερομένων ὑποβάλλονται ἐντός προθεσμίας τριάκοντα ἡμερῶν ἀπό τῆς δημοσιεύσεως. bbox=[6, 972, 386, 1021]
article-headline: ΕΠΙΤΡΕΠΕΤΑΙ ΔΙ᾿ ΑΥΡΙΟΝ ΠΑΡΑΣΚΕΥΗ ΦΑΓΗΤΩΝ ΕΚ ΚΡΕΑΤΟΣ ΕΙΣ ΤΑ ΕΣΤΙΑΤΟΡΙΑ bbox=[396, 257, 645, 302]
feature-body bbox=[655, 261, 1093, 349]
table-cell: 11,529 bbox=[160, 396, 193, 406]
article-body: ΛΟΝΔΙΝΟΝ, 13 (Ἀσσ. Πρές). — Ἡ Βρεταννία ἐσημείωσε νέον ἔλλειμμα εἰς τό ἐμπορικόν ἰσοζύγιον κατά τόν μῆνα Ἰούλιον, ἀνερχόμενον εἰς 478.000.000 στερλίνας, ὅπως ἀνεκοίνωσε σήμερον ἡ κυβέρνησις. bbox=[1102, 50, 1341, 109]
feature-deck: Ἐπειδή τούς ἔκαμε συστάσεις νά μή θορυβοῦν. — Τραγουδοῦσαν καί ἐρριχναν συνθήματα τῆς 21ης Ἀπριλίου. bbox=[660, 195, 1088, 255]
article-body: ΡΩΜΗ, 13 (Γβ. Ὑπηρ.). — Περίπου 900 μέλη τοῦ προσωπικοῦ τῆς Ὄπερας τῆς Ρώμης κατῆλθον εἰς ἀπεργίαν, διεκδικοῦντα αὐξήσεις ἀποδοχῶν. bbox=[1102, 628, 1341, 677]
table-row bbox=[6, 440, 193, 451]
article-headline: ΑΝΑΓΝΩΡΙΣΙΣ ΔΙΕΘΝΟΥΣ ΣΧΟΛΕΙΟΥ ΝΥΡΕΜΒΕΡΓΗΣ bbox=[396, 929, 645, 960]
article bbox=[655, 637, 1093, 765]
article-body: ΑΘΗΝΑΙ, 13. — Ἐκτάκτως συνεδρίασε σήμερον ἐπί τρίωρον τό ἁρμόδιον συμβούλιον διά τήν ἐξέτασιν τοῦ ζητήματος. Ἀπεφασίσθη ἡ λῆψις μέτρων διά τήν ἀντιμετώπισιν τῶν προβλημάτων τῆς περιοχῆς καί ἡ ταχεῖα ὁλοκλήρωσις τῶν ἐργασιῶν. bbox=[6, 879, 386, 927]
table-cell: Κτηματική bbox=[6, 326, 55, 336]
article-body: ΑΘΗΝΑΙ, 13. — Τό διοικητικόν συμβούλιον τῆς Ἑνώσεως Συντακτῶν ἔθεσεν ὑπ᾿ ὄψιν τῶν ἁρμοδίων ὑπουργῶν σειράν δημοσιογραφικῶν θεμάτων, τά ὁποῖα χρήζουν ἀμέσου ἐπιλύσεως. bbox=[396, 409, 645, 457]
article bbox=[396, 1019, 645, 1104]
article-headline: Η ΥΠΟΔΟΧΗ ΚΑΙ ΔΗΛΩΣΕΙΣ ΠΡΟΣ ΔΗΜΟΣΙΟΓΡΑΦΟΥΣ bbox=[1351, 123, 1588, 159]
column-1 bbox=[6, 8, 386, 2317]
table-cell: 5,562 bbox=[165, 473, 193, 483]
article-body: Ἡ ἐπιστροφή γίνεται ἐντός τριμήνου ἀπό τῆς ὑποβολῆς τῶν δικαιολογητικῶν, ἐφ᾿ ὅσον δέν ἔχει ἀρχίσει ἡ ἀνέγερσις τῆς οἰκοδομῆς. bbox=[933, 565, 1093, 626]
article-columns bbox=[655, 701, 1093, 765]
article-body: ΠΑΡΙΣΙΟΙ, 13. — Διά τήν μεσημβρίαν τῆς 12ης Σεπτεμβρίου συνεκλήθη ἡ γενική συνέλευσις τῶν μετόχων, ἡ ὁποία θά ἀποφασίσῃ τήν μείωσιν τῶν ἀμοιβῶν τῶν μελῶν τοῦ διοικητικοῦ συμβουλίου. bbox=[1102, 268, 1341, 327]
article-body: ΝΤΑΚΚΑ, Μπαγκλαντές, 13 (Ἀσ. Πρές). — Πλέον τῶν 2.000 ἀτόμων ἀπέθανον ἐκ χολέρας καί ἄλλων ἀσθενειῶν εἰς τάς πληγείσας ὑπό τῶν πλημμυρῶν περιοχάς. bbox=[1351, 586, 1588, 635]
